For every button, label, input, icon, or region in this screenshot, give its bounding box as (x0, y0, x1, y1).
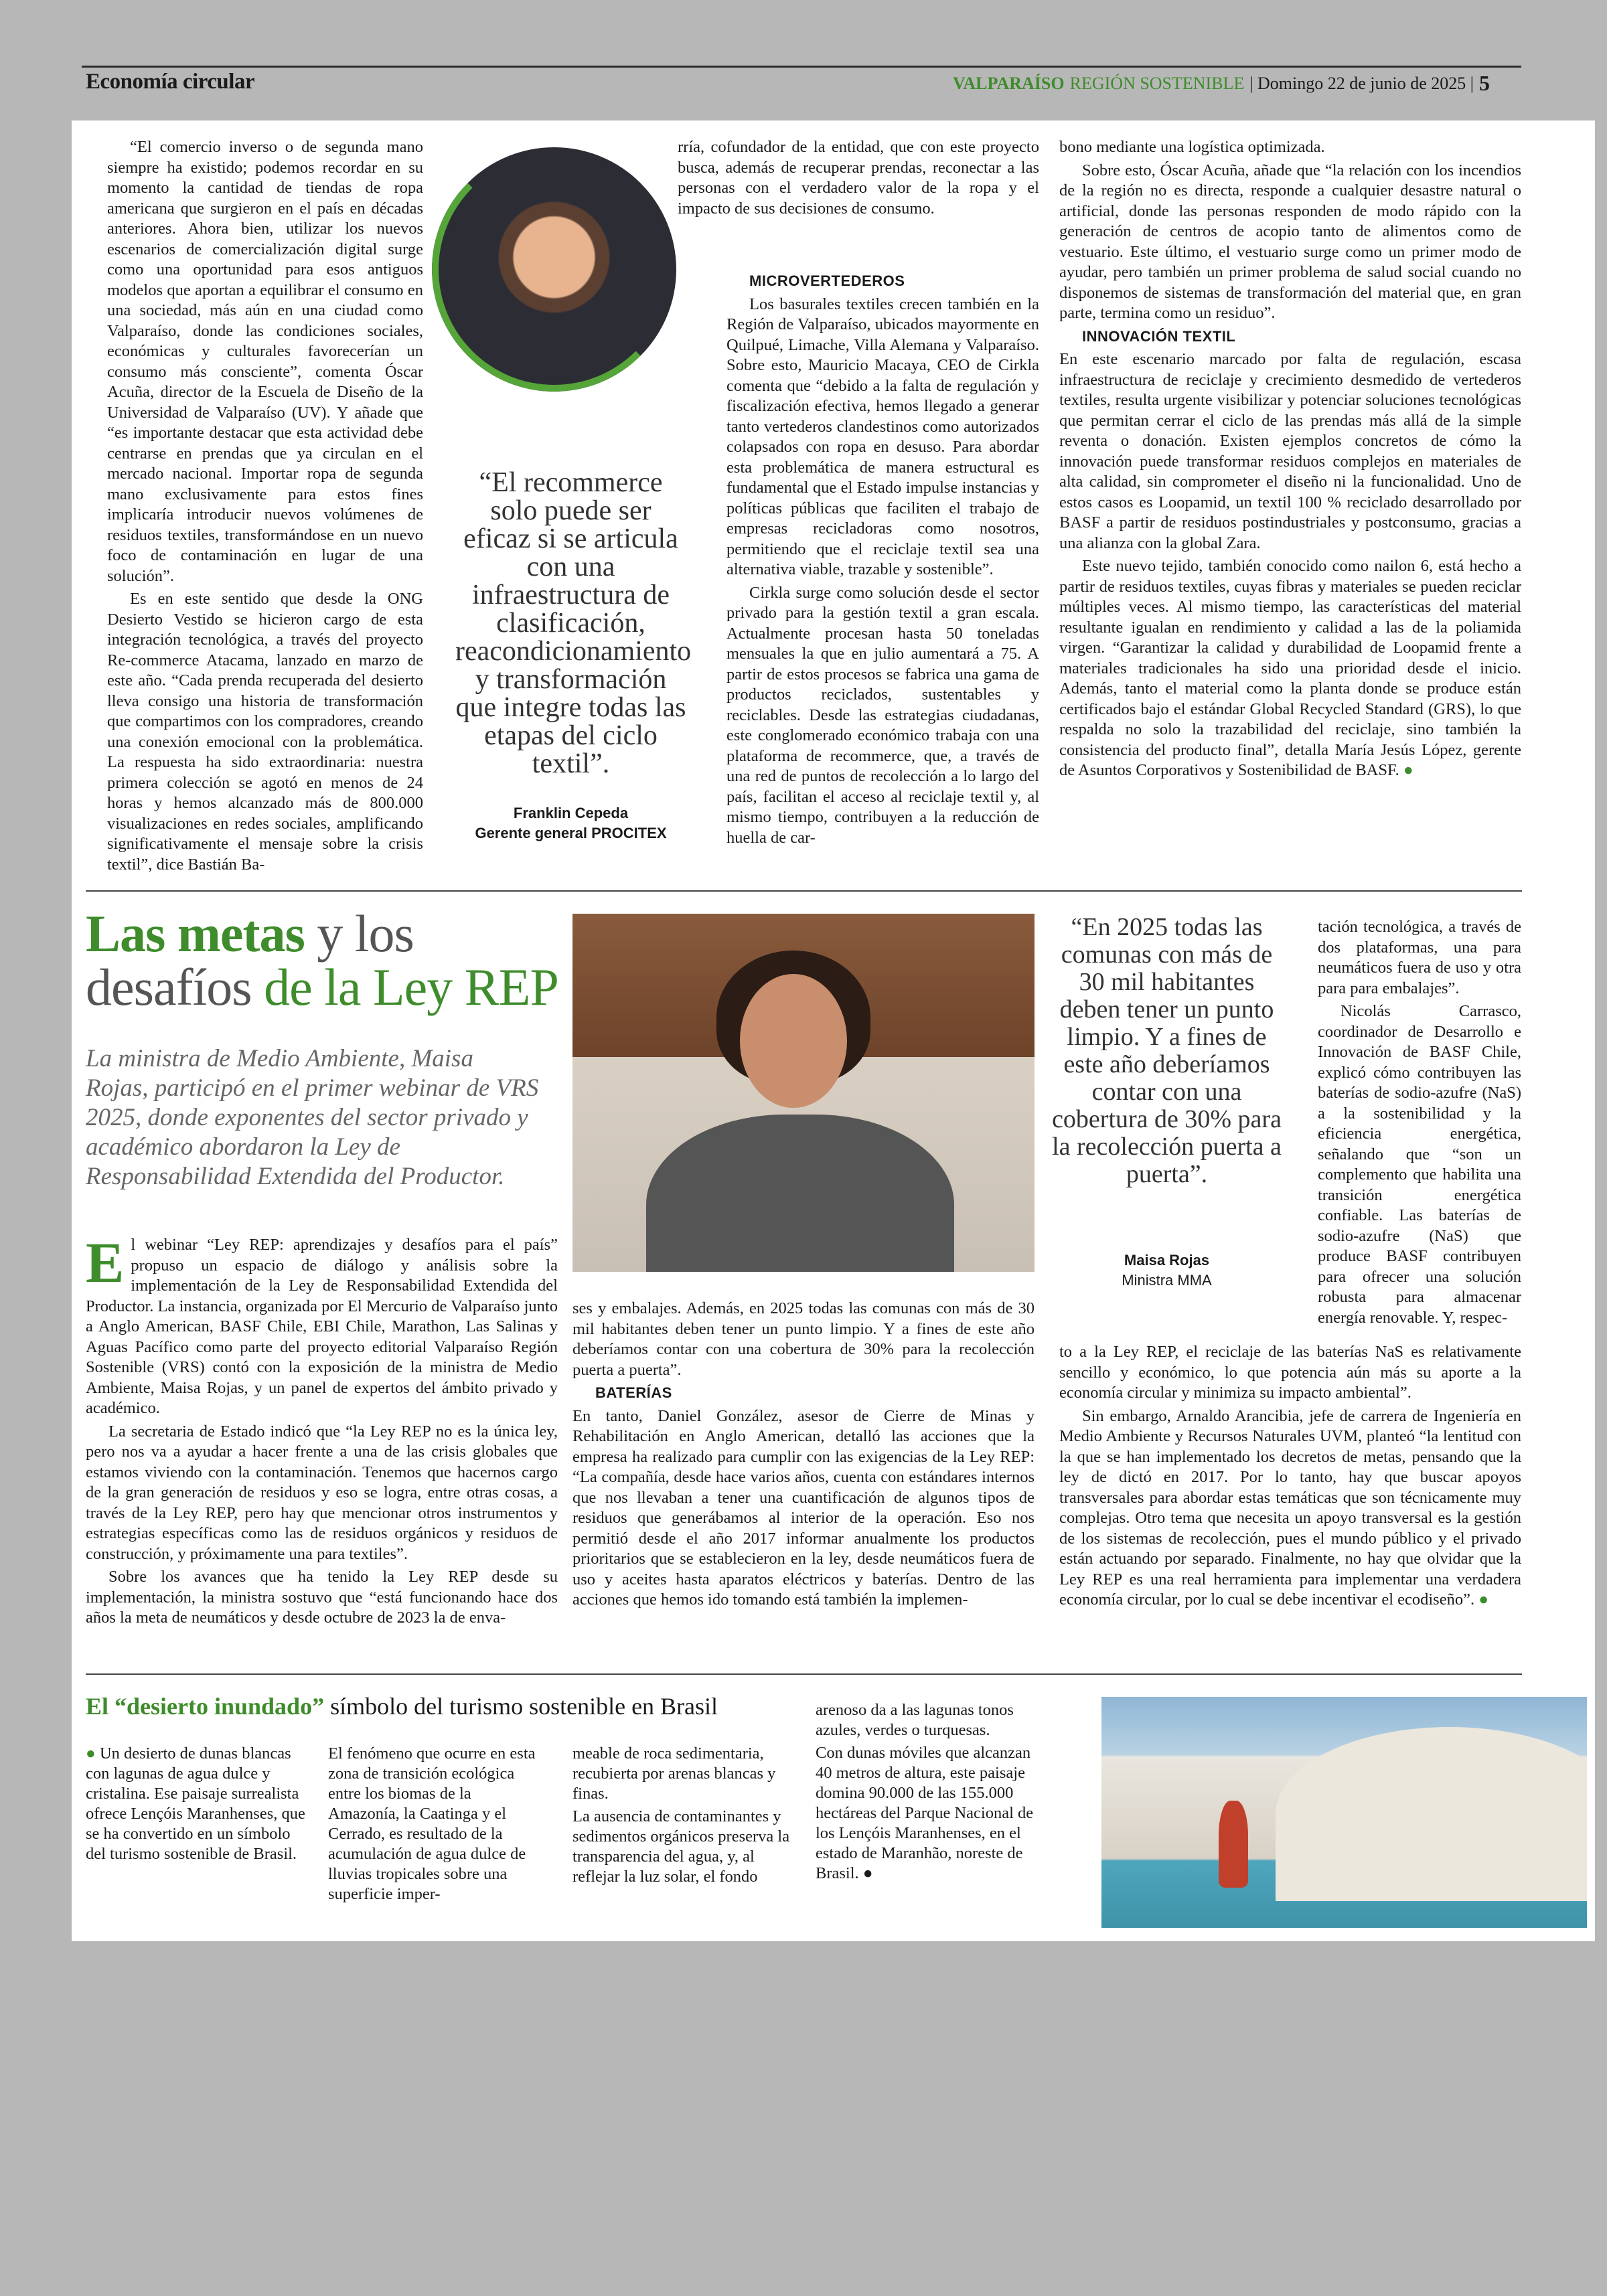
paragraph (816, 1743, 1037, 1884)
article2-column1 (86, 1230, 558, 1631)
paragraph: Cirkla surge como solución desde el sector privado para la gestión textil a gran escala. Actualmente procesan hasta 50 toneladas mensuales la que en julio aumentará a 75. A partir de estos procesos se fabrica una gama de productos reciclados, sustentables y reciclables. Desde las estrategias ciudadanas, este conglomerado económico trabaja con una plataforma de recommerce, que, a través de una red de puntos de recolección a lo largo del país, facilitan el acceso al reciclaje textil y, al mismo tiempo, contribuyen a la reducción de huella de car- (726, 583, 1039, 847)
pull-quote: “El recommerce solo puede ser eficaz si se articula con una infraestructura de clasificación, reacondicionamiento y transformación que integre todas las etapas del ciclo textil”. (455, 467, 692, 779)
box-headline-part-a: El “desierto inundado” (86, 1693, 325, 1720)
paragraph-text: Este nuevo tejido, también conocido como nailon 6, está hecho a partir de residuos textiles, cuyas fibras y materiales se pueden reciclar múltiples veces. Al mismo tiempo, las características del material resultante igualan en rendimiento y calidad a las de la poliamida virgen. “Garantizar la calidad y durabilidad de Loopamid frente a materiales tradicionales ha sido una prioridad desde el inicio. Además, tanto el material como la planta donde se produce están certificados bajo el estándar Global Recycled Standard (GRS), lo que respalda no solo la trazabilidad del reciclaje, sino también la consistencia del producto final”, detalla María Jesús López, gerente de Asuntos Corporativos y Sostenibilidad de BASF. (1059, 557, 1521, 779)
headline-part-a: Las metas (86, 904, 305, 963)
paragraph: bono mediante una logística optimizada. (1059, 138, 1325, 156)
paragraph: Los basurales textiles crecen también en la Región de Valparaíso, ubicados mayormente en Quilpué, Limache, Villa Alemana y Valparaíso. Sobre esto, Mauricio Macaya, CEO de Cirkla comenta que “debido a la falta de regulación y fiscalización efectiva, hemos llegado a generar tanto vertederos clandestinos como autorizados colapsados con ropa en desuso. Para abordar esta problemática de manera estructural es fundamental que el Estado impulse instancias y políticas públicas que faciliten el trabajo de empresas recicladoras como nosotros, permitiendo que el reciclaje textil sea una alternativa viable, trazable y sostenible”. (726, 295, 1039, 578)
subheading-baterias: BATERÍAS (595, 1384, 672, 1401)
article1-column2 (726, 271, 1039, 851)
header-folio (953, 71, 1490, 96)
article2-column3-wide (1059, 1342, 1521, 1613)
article2-headline (86, 904, 568, 1016)
box-column2 (328, 1744, 546, 1907)
subheading-microvertederos: MICROVERTEDEROS (749, 272, 905, 289)
paragraph: Nicolás Carrasco, coordinador de Desarrollo e Innovación de BASF Chile, explicó cómo contribuyen las baterías de sodio-azufre (NaS) a la sostenibilidad y la eficiencia energética, señalando que “son un complemento que habilita una transición energética confiable. Las baterías de sodio-azufre (NaS) que produce BASF contribuyen para ofrecer una solución robusta para almacenar energía renovable. Y, respec- (1318, 1002, 1521, 1327)
box-headline (86, 1692, 718, 1720)
drop-cap: E (86, 1230, 125, 1295)
portrait-photo-maisa-rojas (572, 914, 1035, 1272)
paragraph: La ausencia de contaminantes y sedimentos orgánicos preserva la transparencia del agua, y, al reflejar la luz solar, el fondo (572, 1807, 790, 1886)
paragraph: En tanto, Daniel González, asesor de Cierre de Minas y Rehabilitación en Anglo American, detalló las acciones que la empresa ha realizado para cumplir con las exigencias de la Ley REP: “La compañía, desde hace varios años, cuenta con estándares internos que nos llevaban a tener una cuantificación de algunos tipos de residuos que generábamos al interior de la operación. Eso nos permitió desde el año 2017 informar anualmente los productos prioritarios que se establecieron en la ley, desde neumáticos fuera de uso y aceites hasta aparatos eléctricos y baterías. Dentro de las acciones que hemos ido tomando está también la implemen- (572, 1406, 1035, 1609)
quote-role: Ministra MMA (1122, 1272, 1212, 1289)
paragraph: arenoso da a las lagunas tonos azules, verdes o turquesas. (816, 1701, 1014, 1739)
article1-column3 (1059, 137, 1521, 784)
page-number: 5 (1479, 71, 1490, 95)
portrait-photo-bastian (432, 147, 676, 392)
pull-quote: “En 2025 todas las comunas con más de 30 mil habitantes deben tener un punto limpio. Y a fines de este año deberíamos contar con una cobertura de 30% para la recolección puerta a puerta”. (1052, 913, 1282, 1188)
headline-part-c: de la Ley REP (264, 958, 558, 1016)
paragraph (86, 1230, 558, 1419)
paragraph: meable de roca sedimentaria, recubierta por arenas blancas y finas. (572, 1744, 776, 1803)
paragraph: La secretaria de Estado indicó que “la Ley REP no es la única ley, pero nos va a ayudar a hacer frente a una de las crisis globales que estamos viviendo con la contaminación. Tenemos que hacernos cargo de la gran generación de residuos y eso se logra, entre otras cosas, a través de la Ley REP, pero hay que mencionar otros instrumentos y estrategias específicas como las de residuos orgánicos y residuos de construcción, y próximamente una para textiles”. (86, 1422, 558, 1563)
article2-column2 (572, 1299, 1035, 1613)
end-mark-icon: ● (1403, 761, 1413, 779)
paragraph-text: Sin embargo, Arnaldo Arancibia, jefe de carrera de Ingeniería en Medio Ambiente y Recursos Naturales UVM, planteó “la lentitud con la que se han implementado los decretos de metas, pensando que la ley de dictó en 2017. Por lo tanto, hay que buscar apoyos transversales para abordar estas temáticas que son técnicamente muy complejas. Otro tema que necesita un apoyo transversal es la gestión de los sistemas de recolección, pues el mundo público y el privado están actuando por separado. Finalmente, no hay que olvidar que la Ley REP es una real herramienta para implementar una verdadera economía circular, por lo cual se debe incentivar el ecodiseño”. (1059, 1406, 1521, 1609)
paragraph: En este escenario marcado por falta de regulación, escasa infraestructura de reciclaje y crecimiento desmedido de vertederos textiles, resulta urgente visibilizar y potenciar soluciones tecnológicas que permitan cerrar el ciclo de las prendas más allá de la simple reventa o donación. Existen ejemplos concretos de cómo la innovación puede transformar residuos complejos en materiales de alta calidad, sin comprometer el diseño ni la funcionalidad. Uno de estos casos es Loopamid, un textil 100 % reciclado desarrollado por BASF a partir de residuos postindustriales y postconsumo, gracias a una alianza con la global Zara. (1059, 350, 1521, 552)
brand-name: VALPARAÍSO (952, 73, 1065, 93)
paragraph: Sobre esto, Óscar Acuña, añade que “la relación con los incendios de la región no es directa, responde a cualquier desastre natural o artificial, donde las personas responden de modo rápido con la generación de centros de acopio tanto de alimentos como de vestuario. Este último, el vestuario surge como un primer modo de ayudar, pero también un primer problema de salud social cuando no disponemos de sistemas de transformación del material que, en gran parte, termina como un residuo”. (1059, 161, 1521, 322)
paragraph: Es en este sentido que desde la ONG Desierto Vestido se hicieron cargo de esta integración tecnológica, a través del proyecto Re-commerce Atacama, lanzado en marzo de este año. “Cada prenda recuperada del desierto lleva consigo una historia de transformación que compartimos con los compradores, creando una conexión emocional con la problemática. La respuesta ha sido extraordinaria: nuestra primera colección se agotó en menos de 24 horas y hemos alcanzado más de 800.000 visualizaciones en redes sociales, amplificando significativamente el mensaje sobre la crisis textil”, dice Bastián Ba- (107, 590, 423, 874)
box-column4 (816, 1700, 1037, 1886)
article1-column1 (107, 137, 423, 878)
header-rule (82, 66, 1521, 68)
issue-date: | Domingo 22 de junio de 2025 | (1249, 73, 1474, 93)
paragraph: Sobre los avances que ha tenido la Ley REP desde su implementación, la ministra sostuvo que “está funcionando hace dos años la meta de neumáticos y desde octubre de 2023 la de enva- (86, 1568, 558, 1627)
paragraph: “El comercio inverso o de segunda mano siempre ha existido; podemos recordar en su momento la cantidad de tiendas de ropa americana que surgieron en el país en décadas anteriores. Ahora bien, utilizar los nuevos escenarios de comercialización digital surge como una oportunidad para esos antiguos modelos que aportan a equilibrar el consumo en una sociedad, más aún en una ciudad como Valparaíso, donde las condiciones sociales, económicas y culturales favorecerían un consumo más consciente”, comenta Óscar Acuña, director de la Escuela de Diseño de la Universidad de Valparaíso (UV). Y añade que “es importante destacar que esta actividad debe centrarse en prendas que ya circulan en el mercado nacional. Importar ropa de segunda mano exclusivamente para estos fines implicaría introducir nuevos volúmenes de residuos textiles, transformándose en un nuevo foco de contaminación en lugar de una solución”. (107, 138, 423, 585)
paragraph: ses y embalajes. Además, en 2025 todas las comunas con más de 30 mil habitantes deben tener un punto limpio. Y a fines de este año deberíamos contar con una cobertura de 30% para la recolección puerta a puerta”. (572, 1299, 1035, 1379)
quote-attribution (1051, 1250, 1282, 1291)
desert-lagoon-photo (1101, 1697, 1587, 1928)
paragraph-text: Con dunas móviles que alcanzan 40 metros de altura, este paisaje domina 90.000 de las 155.000 hectáreas del Parque Nacional de los Lençóis Maranhenses, en el estado de Maranhão, noreste de Brasil. (816, 1744, 1034, 1882)
quote-name: Franklin Cepeda (513, 805, 629, 821)
headline-part-b: y los desafíos (86, 904, 414, 1016)
end-mark-icon: ● (1478, 1590, 1489, 1609)
section-title: Economía circular (86, 70, 255, 94)
subheading-innovacion: INNOVACIÓN TEXTIL (1082, 327, 1236, 345)
box-column3 (572, 1744, 793, 1890)
quote-role: Gerente general PROCITEX (475, 825, 667, 841)
paragraph-text: Un desierto de dunas blancas con lagunas de agua dulce y cristalina. Ese paisaje surrealista ofrece Lençóis Maranhenses, que se ha convertido en un símbolo del turismo sostenible de Brasil. (86, 1744, 305, 1863)
paragraph: El fenómeno que ocurre en esta zona de transición ecológica entre los biomas de la Amazonía, la Caatinga y el Cerrado, es resultado de la acumulación de agua dulce de lluvias tropicales sobre una superficie imper- (328, 1744, 536, 1903)
paragraph-text: l webinar “Ley REP: aprendizajes y desafíos para el país” propuso un espacio de diálogo y análisis sobre la implementación de la Ley de Responsabilidad Extendida del Productor. La instancia, organizada por El Mercurio de Valparaíso junto a Anglo American, BASF Chile, EBI Chile, Marathon, Las Salinas y Aguas Pacífico como parte del proyecto editorial Valparaíso Región Sostenible (VRS) contó con la exposición de la ministra de Medio Ambiente, Maisa Rojas, y un panel de expertos del ámbito privado y académico. (86, 1236, 558, 1417)
paragraph (1059, 1406, 1521, 1611)
box-column1 (86, 1744, 307, 1867)
box-headline-part-b: símbolo del turismo sostenible en Brasil (324, 1693, 718, 1720)
brand-subtitle: REGIÓN SOSTENIBLE (1069, 73, 1245, 93)
paragraph (1059, 556, 1521, 781)
article2-lead: La ministra de Medio Ambiente, Maisa Rojas, participó en el primer webinar de VRS 2025, donde exponentes del sector privado y académico abordaron la Ley de Responsabilidad Extendida del Productor. (86, 1045, 539, 1190)
section-divider (86, 1673, 1522, 1675)
paragraph: rría, cofundador de la entidad, que con este proyecto busca, además de recuperar prendas, reconectar a las personas con el verdadero valor de la ropa y el impacto de sus decisiones de consumo. (678, 138, 1039, 218)
quote-attribution (455, 803, 686, 843)
section-divider (86, 890, 1522, 892)
paragraph: tación tecnológica, a través de dos plataformas, una para neumáticos fuera de uso y otra para para embalajes”. (1318, 918, 1521, 997)
article2-column3-narrow (1318, 917, 1521, 1331)
quote-name: Maisa Rojas (1124, 1252, 1210, 1268)
end-mark-icon: ● (862, 1864, 873, 1882)
paragraph (86, 1744, 307, 1864)
bullet-icon: ● (86, 1744, 96, 1762)
paragraph: to a la Ley REP, el reciclaje de las baterías NaS es relativamente sencillo y económico, lo que potencia aún más su aporte a la economía circular y minimiza su impacto ambiental”. (1059, 1343, 1521, 1402)
article1-column2-top (678, 137, 1039, 222)
